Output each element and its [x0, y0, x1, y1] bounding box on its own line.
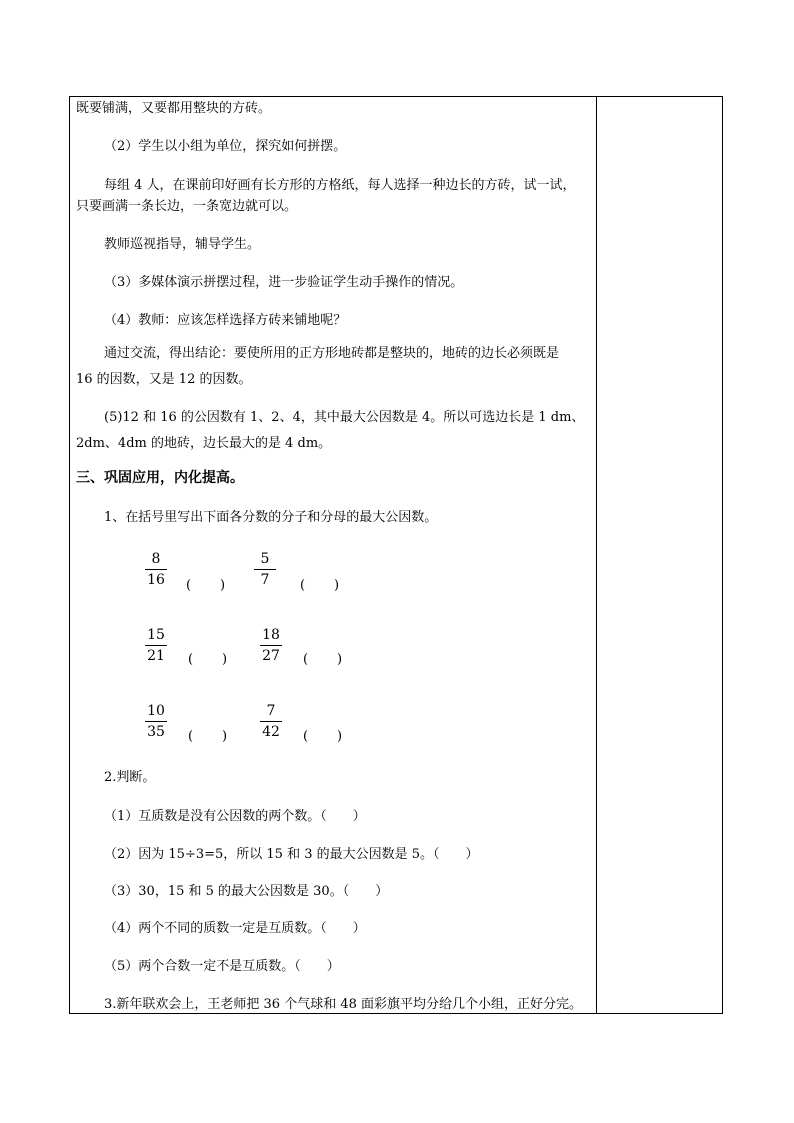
fraction-bar: [145, 645, 167, 646]
section-heading: 三、巩固应用，内化提高。: [76, 470, 244, 486]
paragraph-text: (5)12 和 16 的公因数有 1、2、4，其中最大公因数是 4。所以可选边长是 1 dm、: [104, 410, 585, 425]
fraction-numerator: 5: [260, 551, 270, 567]
paragraph-text: 既要铺满，又要都用整块的方砖。: [76, 101, 272, 116]
fraction-denominator: 16: [147, 572, 165, 588]
fraction-denominator: 7: [260, 572, 270, 588]
judge-item: （1）互质数是没有公因数的两个数。（ ）: [104, 809, 366, 824]
paragraph-text: （2）学生以小组为单位，探究如何拼摆。: [104, 139, 347, 154]
judge-item: （3）30，15 和 5 的最大公因数是 30。（ ）: [104, 884, 389, 899]
paragraph-text: 只要画满一条长边，一条宽边就可以。: [76, 199, 298, 214]
question-2-text: 2.判断。: [104, 770, 156, 785]
fraction-item: [145, 551, 167, 589]
answer-blank: ( ): [188, 729, 228, 744]
fraction-bar: [260, 645, 282, 646]
fraction-numerator: 18: [262, 627, 280, 643]
fraction-numerator: 8: [151, 551, 161, 567]
question-3-text: 3.新年联欢会上，王老师把 36 个气球和 48 面彩旗平均分给几个小组，正好分完。: [104, 997, 583, 1012]
fraction-item: [145, 627, 167, 665]
judge-item: （2）因为 15÷3=5，所以 15 和 3 的最大公因数是 5。（ ）: [104, 847, 479, 862]
answer-blank: ( ): [303, 652, 343, 667]
paragraph-text: 每组 4 人，在课前印好画有长方形的方格纸，每人选择一种边长的方砖，试一试，: [104, 178, 576, 193]
paragraph-text: 2dm、4dm 的地砖，边长最大的是 4 dm。: [76, 436, 332, 451]
fraction-bar: [145, 721, 167, 722]
fraction-numerator: 15: [147, 627, 165, 643]
fraction-item: [254, 551, 276, 589]
fraction-numerator: 7: [266, 703, 276, 719]
paragraph-text: （3）多媒体演示拼摆过程，进一步验证学生动手操作的情况。: [104, 275, 464, 290]
fraction-denominator: 27: [262, 648, 280, 664]
answer-blank: ( ): [303, 729, 343, 744]
question-1-text: 1、在括号里写出下面各分数的分子和分母的最大公因数。: [104, 510, 438, 525]
fraction-bar: [254, 569, 276, 570]
answer-blank: ( ): [300, 578, 340, 593]
paragraph-text: 通过交流，得出结论：要使所用的正方形地砖都是整块的，地砖的边长必须既是: [104, 346, 560, 361]
fraction-bar: [260, 721, 282, 722]
answer-blank: ( ): [188, 652, 228, 667]
fraction-item: [260, 703, 282, 741]
paragraph-text: 教师巡视指导，辅导学生。: [104, 237, 261, 252]
column-divider: [596, 96, 597, 1014]
answer-blank: ( ): [186, 578, 226, 593]
fraction-denominator: 21: [147, 648, 165, 664]
lesson-table: [69, 96, 723, 1014]
paragraph-text: （4）教师：应该怎样选择方砖来铺地呢？: [104, 313, 347, 328]
fraction-item: [260, 627, 282, 665]
judge-item: （5）两个合数一定不是互质数。（ ）: [104, 959, 340, 974]
fraction-bar: [145, 569, 167, 570]
fraction-item: [145, 703, 167, 741]
judge-item: （4）两个不同的质数一定是互质数。（ ）: [104, 921, 366, 936]
fraction-numerator: 10: [147, 703, 165, 719]
paragraph-text: 16 的因数，又是 12 的因数。: [76, 372, 252, 387]
fraction-denominator: 35: [147, 724, 165, 740]
fraction-denominator: 42: [262, 724, 280, 740]
